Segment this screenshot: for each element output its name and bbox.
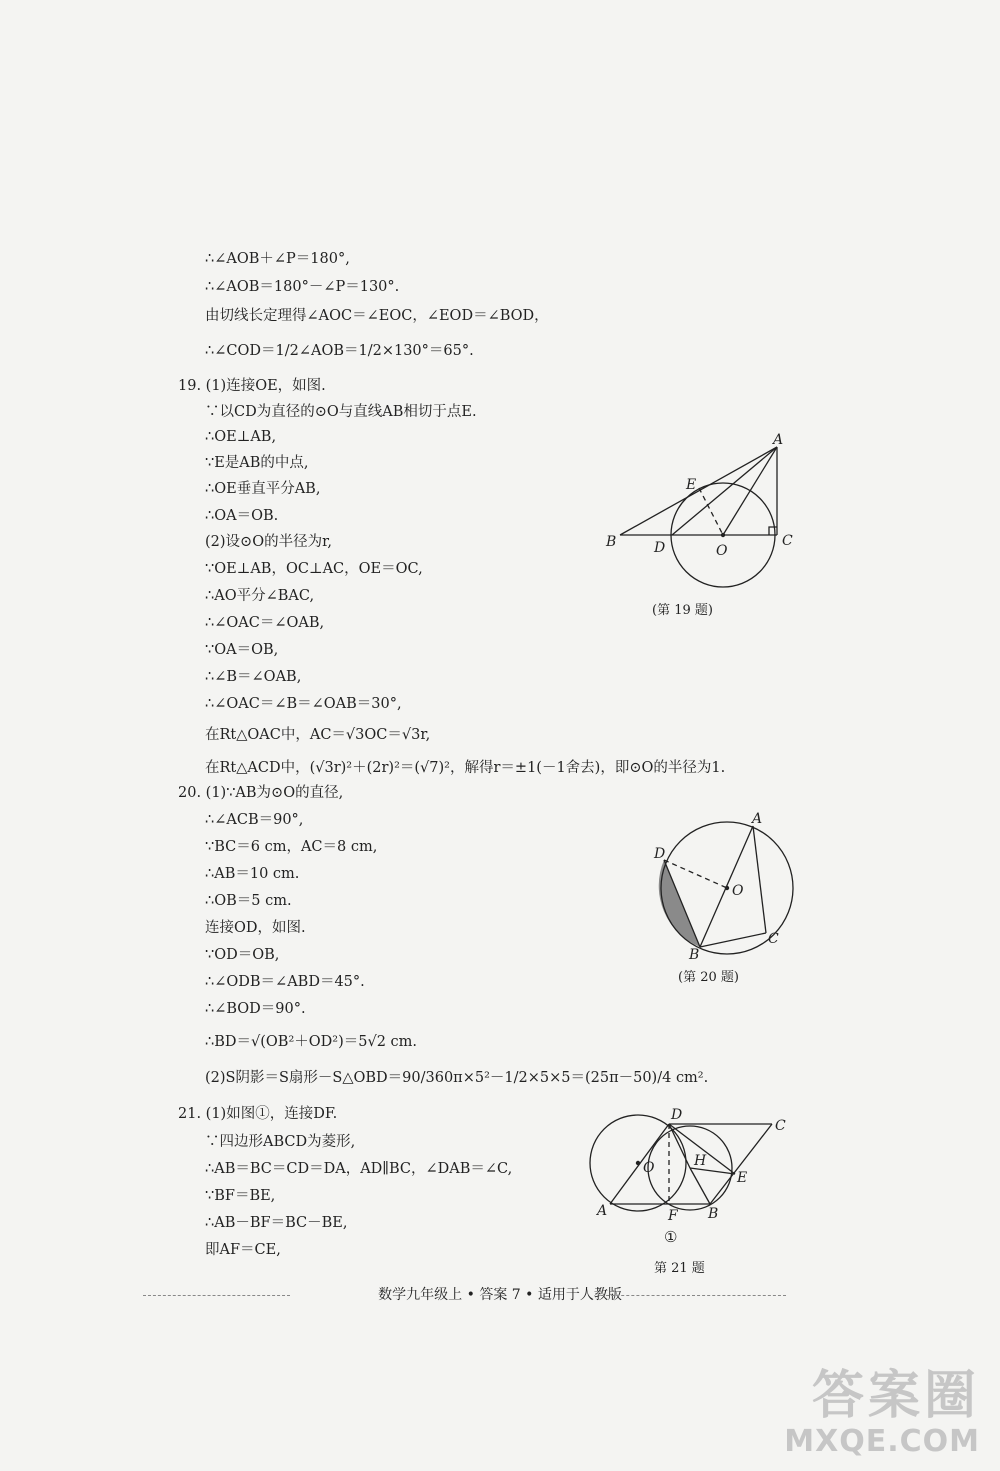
fig21-label-O: O <box>643 1160 655 1176</box>
figure-21-sublabel: ① <box>664 1228 678 1246</box>
figure-21-caption: 第 21 题 <box>654 1261 705 1276</box>
footer-rule-right <box>601 1295 786 1296</box>
text-line: ∴∠AOB＋∠P＝180°, <box>205 251 350 267</box>
fig21-label-A: A <box>597 1203 608 1219</box>
text-line: ∵E是AB的中点, <box>205 455 309 471</box>
problem-21-heading: 21. (1)如图①，连接DF. <box>178 1106 338 1122</box>
text-line: ∴∠AOB＝180°－∠P＝130°. <box>205 279 400 295</box>
fig21-label-F: F <box>668 1208 678 1224</box>
text-line: ∵以CD为直径的⊙O与直线AB相切于点E. <box>205 404 477 420</box>
fig19-label-C: C <box>782 533 793 549</box>
text-line: ∴∠ACB＝90°, <box>205 812 304 828</box>
fig20-label-B: B <box>689 947 700 963</box>
fig20-label-D: D <box>654 846 666 862</box>
text-line: ∵OA＝OB, <box>205 642 279 658</box>
text-line: ∴AB＝10 cm. <box>205 866 300 882</box>
text-line: ∴∠ODB＝∠ABD＝45°. <box>205 974 365 990</box>
fig21-label-C: C <box>775 1118 786 1134</box>
text-line: (2)设⊙O的半径为r, <box>205 534 333 550</box>
problem-19-heading: 19. (1)连接OE，如图. <box>178 378 326 394</box>
fig21-label-E: E <box>737 1170 748 1186</box>
text-line: ∵BF＝BE, <box>205 1188 276 1204</box>
text-line: 在Rt△OAC中，AC＝√3OC＝√3r, <box>205 727 431 743</box>
fig19-label-B: B <box>606 534 617 550</box>
fig20-label-C: C <box>768 931 779 947</box>
text-line: ∴OB＝5 cm. <box>205 893 292 909</box>
fig21-label-B: B <box>708 1206 719 1222</box>
text-line: 即AF＝CE, <box>205 1242 281 1258</box>
footer-text: 数学九年级上 • 答案 7 • 适用于人教版 <box>378 1287 622 1303</box>
fig21-label-H: H <box>694 1153 707 1169</box>
problem-20-heading: 20. (1)∵AB为⊙O的直径, <box>178 785 344 801</box>
text-line: ∴AO平分∠BAC, <box>205 588 315 604</box>
text-line: ∴OA＝OB. <box>205 508 279 524</box>
figure-20-caption: (第 20 题) <box>678 970 739 985</box>
text-line: 由切线长定理得∠AOC＝∠EOC，∠EOD＝∠BOD， <box>205 308 549 324</box>
text-line: ∴∠OAC＝∠OAB, <box>205 615 325 631</box>
text-line: ∴BD＝√(OB²＋OD²)＝5√2 cm. <box>205 1034 418 1050</box>
fig20-label-A: A <box>752 811 763 827</box>
text-line: ∴∠BOD＝90°. <box>205 1001 306 1017</box>
text-line: 在Rt△ACD中，(√3r)²＋(2r)²＝(√7)²，解得r＝±1(－1舍去)，即⊙O的半径为1. <box>205 760 726 776</box>
text-line: ∴AB＝BC＝CD＝DA，AD∥BC，∠DAB＝∠C, <box>205 1161 513 1177</box>
text-line: ∴∠COD＝1/2∠AOB＝1/2×130°＝65°. <box>205 343 474 359</box>
fig20-label-O: O <box>732 883 744 899</box>
text-line: ∵OD＝OB, <box>205 947 280 963</box>
watermark-text: 答案圈 <box>811 1366 980 1426</box>
text-line: ∴∠OAC＝∠B＝∠OAB＝30°, <box>205 696 402 712</box>
watermark-url: MXQE.COM <box>784 1424 980 1459</box>
fig19-label-O: O <box>716 543 728 559</box>
text-line: ∴∠B＝∠OAB, <box>205 669 302 685</box>
text-line: ∴OE⊥AB, <box>205 429 277 445</box>
text-line: ∵OE⊥AB，OC⊥AC，OE＝OC, <box>205 561 423 577</box>
fig19-label-D: D <box>654 540 666 556</box>
text-line: ∴OE垂直平分AB, <box>205 481 321 497</box>
fig19-label-A: A <box>773 432 784 448</box>
text-line: ∴AB－BF＝BC－BE, <box>205 1215 348 1231</box>
watermark <box>784 1368 980 1459</box>
text-line: 连接OD，如图. <box>205 920 306 936</box>
text-line: ∵四边形ABCD为菱形, <box>205 1134 356 1150</box>
fig19-label-E: E <box>686 477 697 493</box>
text-line: ∵BC＝6 cm，AC＝8 cm, <box>205 839 378 855</box>
fig21-label-D: D <box>671 1107 683 1123</box>
figure-19-caption: (第 19 题) <box>652 603 713 618</box>
text-line: (2)S阴影＝S扇形－S△OBD＝90/360π×5²－1/2×5×5＝(25π－50)/4 cm². <box>205 1070 709 1086</box>
